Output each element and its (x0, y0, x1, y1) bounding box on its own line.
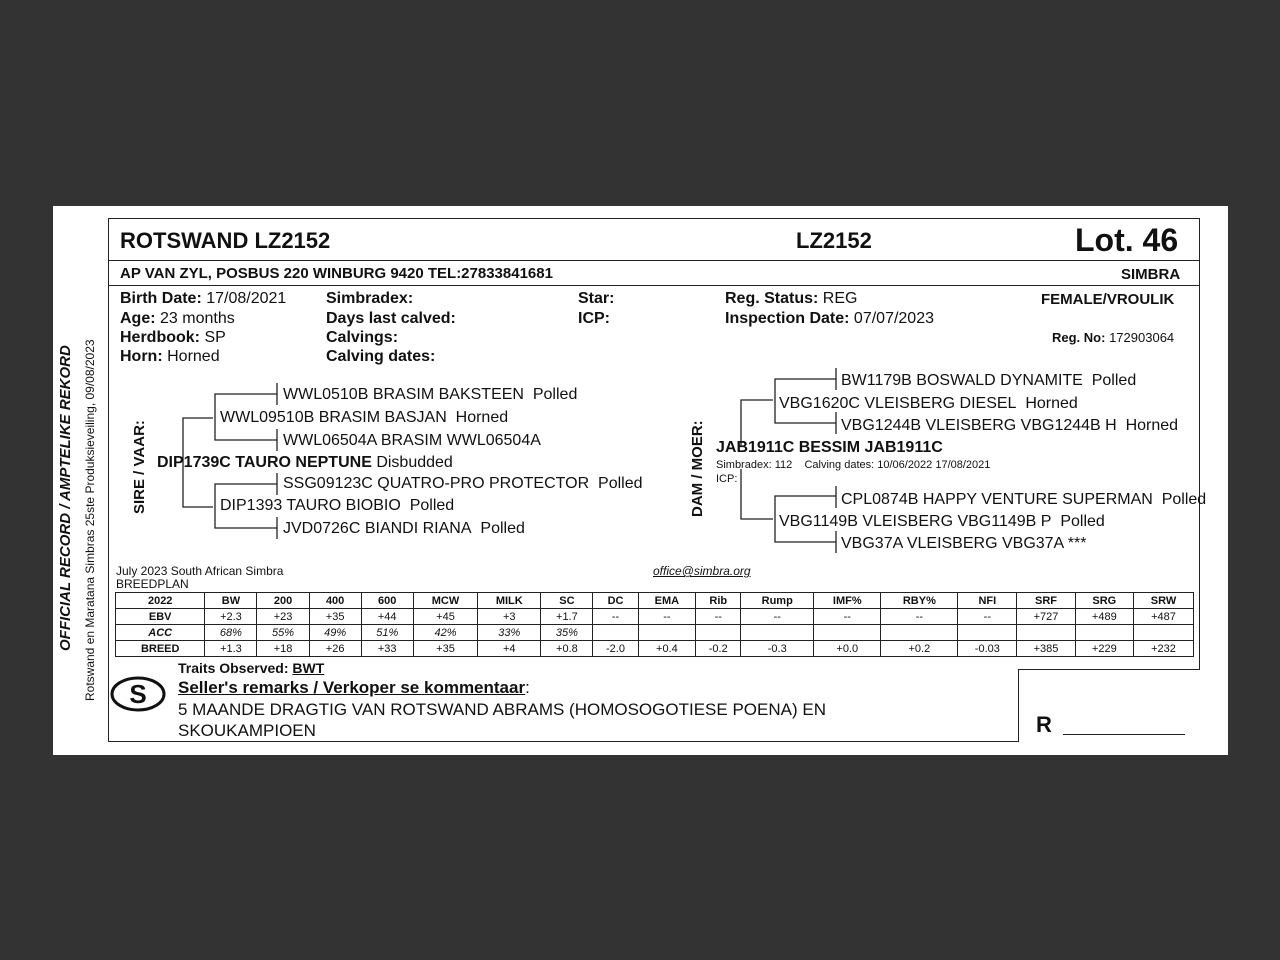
ebv-header-cell: EMA (638, 593, 696, 609)
ebv-cell: 55% (257, 625, 309, 641)
lot-card (53, 206, 1228, 755)
dam-icp: ICP: (716, 473, 738, 485)
herdbook: Herdbook: SP (120, 329, 226, 346)
email-link[interactable]: office@simbra.org (653, 564, 751, 578)
ebv-cell: +489 (1075, 609, 1133, 625)
icp-label: ICP: (578, 310, 610, 327)
ebv-header-cell: MILK (478, 593, 541, 609)
ebv-cell: +0.2 (881, 641, 958, 657)
ebv-cell: +232 (1133, 641, 1193, 657)
ebv-cell: 49% (309, 625, 361, 641)
ebv-cell: +26 (309, 641, 361, 657)
ebv-cell: +1.7 (541, 609, 593, 625)
ebv-cell: +18 (257, 641, 309, 657)
price-line[interactable] (1063, 734, 1185, 735)
ebv-cell: +3 (478, 609, 541, 625)
calving-dates-label: Calving dates: (326, 348, 436, 365)
ebv-cell: +0.0 (814, 641, 881, 657)
ebv-cell (593, 625, 638, 641)
breedplan-label: BREEDPLAN (116, 577, 189, 591)
sire-sire-dam: WWL06504A BRASIM WWL06504A (283, 432, 541, 449)
ebv-cell: -- (696, 609, 741, 625)
ebv-cell (814, 625, 881, 641)
dam-simbradex: Simbradex: 112 Calving dates: 10/06/2022 17/08/2021 (716, 459, 991, 471)
ebv-row (116, 625, 1194, 641)
sire-sire-sire: WWL0510B BRASIM BAKSTEEN Polled (283, 386, 578, 403)
ebv-header-cell: DC (593, 593, 638, 609)
ebv-header-cell: Rump (741, 593, 814, 609)
ebv-cell: 35% (541, 625, 593, 641)
ebv-row (116, 609, 1194, 625)
ebv-table (115, 592, 1194, 657)
ebv-row (116, 641, 1194, 657)
sire-dam-dam: JVD0726C BIANDI RIANA Polled (283, 520, 525, 537)
ebv-cell: +1.3 (205, 641, 257, 657)
days-last-calved-label: Days last calved: (326, 310, 456, 327)
sire-dam: DIP1393 TAURO BIOBIO Polled (220, 497, 455, 514)
ebv-cell: +487 (1133, 609, 1193, 625)
price-label: R (1036, 712, 1052, 737)
ebv-cell: 51% (361, 625, 413, 641)
ebv-row-label: ACC (116, 625, 205, 641)
sex-label: FEMALE/VROULIK (1041, 291, 1175, 308)
dam-dam: VBG1149B VLEISBERG VBG1149B P Polled (779, 513, 1105, 530)
ebv-cell (1133, 625, 1193, 641)
breedplan-title: July 2023 South African Simbra (116, 564, 284, 578)
ebv-header-cell: BW (205, 593, 257, 609)
ebv-cell: -- (741, 609, 814, 625)
ebv-cell: +385 (1017, 641, 1075, 657)
ebv-cell: +0.4 (638, 641, 696, 657)
ebv-cell (638, 625, 696, 641)
ebv-cell: -0.2 (696, 641, 741, 657)
ebv-cell: -- (814, 609, 881, 625)
ebv-cell: +23 (257, 609, 309, 625)
official-record-label: OFFICIAL RECORD / AMPTELIKE REKORD (57, 345, 74, 651)
inspection-date: Inspection Date: 07/07/2023 (725, 310, 934, 327)
ebv-header-cell: 200 (257, 593, 309, 609)
ebv-header-cell: 2022 (116, 593, 205, 609)
reg-no: Reg. No: 172903064 (1052, 330, 1175, 345)
animal-name: ROTSWAND LZ2152 (120, 228, 331, 253)
ebv-header-cell: SRF (1017, 593, 1075, 609)
sire-dam-sire: SSG09123C QUATRO-PRO PROTECTOR Polled (283, 475, 643, 492)
traits-observed: Traits Observed: BWT (178, 660, 325, 676)
ebv-header-cell: NFI (958, 593, 1017, 609)
ebv-header-cell: SRG (1075, 593, 1133, 609)
ebv-cell: +33 (361, 641, 413, 657)
ebv-cell: -- (881, 609, 958, 625)
ebv-header-cell: RBY% (881, 593, 958, 609)
dam: JAB1911C BESSIM JAB1911C (716, 439, 943, 456)
calvings-label: Calvings: (326, 329, 399, 346)
ebv-header-cell: Rib (696, 593, 741, 609)
star-label: Star: (578, 290, 615, 307)
ebv-cell: -2.0 (593, 641, 638, 657)
ebv-cell: +44 (361, 609, 413, 625)
sire-label: SIRE / VAAR: (131, 420, 148, 514)
ebv-cell: -- (593, 609, 638, 625)
ebv-cell (696, 625, 741, 641)
ebv-cell (1075, 625, 1133, 641)
ebv-header-cell: 400 (309, 593, 361, 609)
ebv-header-row (116, 593, 1194, 609)
ebv-cell (741, 625, 814, 641)
dam-sire: VBG1620C VLEISBERG DIESEL Horned (779, 395, 1078, 412)
ebv-cell: +2.3 (205, 609, 257, 625)
remarks-line-1: 5 MAANDE DRAGTIG VAN ROTSWAND ABRAMS (HOMOSOGOTIESE POENA) EN (178, 700, 826, 719)
dam-dam-sire: CPL0874B HAPPY VENTURE SUPERMAN Polled (841, 491, 1207, 508)
ebv-header-cell: SRW (1133, 593, 1193, 609)
remarks-title: Seller's remarks / Verkoper se kommentaar: (178, 678, 530, 697)
animal-id: LZ2152 (796, 228, 872, 253)
ebv-cell (958, 625, 1017, 641)
simbra-logo-icon (110, 674, 166, 714)
ebv-cell (1017, 625, 1075, 641)
reg-status: Reg. Status: REG (725, 290, 858, 307)
ebv-cell: +35 (309, 609, 361, 625)
ebv-cell: 68% (205, 625, 257, 641)
ebv-cell: +45 (413, 609, 477, 625)
ebv-cell: 42% (413, 625, 477, 641)
sire-sire: WWL09510B BRASIM BASJAN Horned (220, 409, 509, 426)
ebv-header-cell: MCW (413, 593, 477, 609)
svg-text:S: S (129, 679, 147, 709)
ebv-header-cell: IMF% (814, 593, 881, 609)
dam-sire-dam: VBG1244B VLEISBERG VBG1244B H Horned (841, 417, 1179, 434)
ebv-cell: +727 (1017, 609, 1075, 625)
dam-label: DAM / MOER: (689, 420, 706, 517)
ebv-cell: -- (958, 609, 1017, 625)
ebv-header-cell: SC (541, 593, 593, 609)
ebv-cell: +229 (1075, 641, 1133, 657)
ebv-cell: 33% (478, 625, 541, 641)
owner-line: AP VAN ZYL, POSBUS 220 WINBURG 9420 TEL:27833841681 (120, 265, 553, 282)
horn: Horn: Horned (120, 348, 220, 365)
sire: DIP1739C TAURO NEPTUNE Disbudded (157, 454, 453, 471)
ebv-cell: -0.3 (741, 641, 814, 657)
ebv-cell: +35 (413, 641, 477, 657)
simbradex-label: Simbradex: (326, 290, 414, 307)
age: Age: 23 months (120, 310, 235, 327)
birth-date: Birth Date: 17/08/2021 (120, 290, 287, 307)
lot-number: Lot. 46 (1075, 222, 1179, 258)
ebv-header-cell: 600 (361, 593, 413, 609)
ebv-cell: +4 (478, 641, 541, 657)
dam-sire-sire: BW1179B BOSWALD DYNAMITE Polled (841, 372, 1137, 389)
dam-dam-dam: VBG37A VLEISBERG VBG37A *** (841, 535, 1087, 552)
sale-name-label: Rotswand en Maratana Simbras 25ste Produksieveiling, 09/08/2023 (83, 339, 97, 701)
ebv-row-label: BREED (116, 641, 205, 657)
ebv-row-label: EBV (116, 609, 205, 625)
ebv-cell (881, 625, 958, 641)
breed-label: SIMBRA (1121, 266, 1181, 283)
ebv-cell: -- (638, 609, 696, 625)
ebv-cell: -0.03 (958, 641, 1017, 657)
remarks-line-2: SKOUKAMPIOEN (178, 721, 316, 740)
ebv-cell: +0.8 (541, 641, 593, 657)
